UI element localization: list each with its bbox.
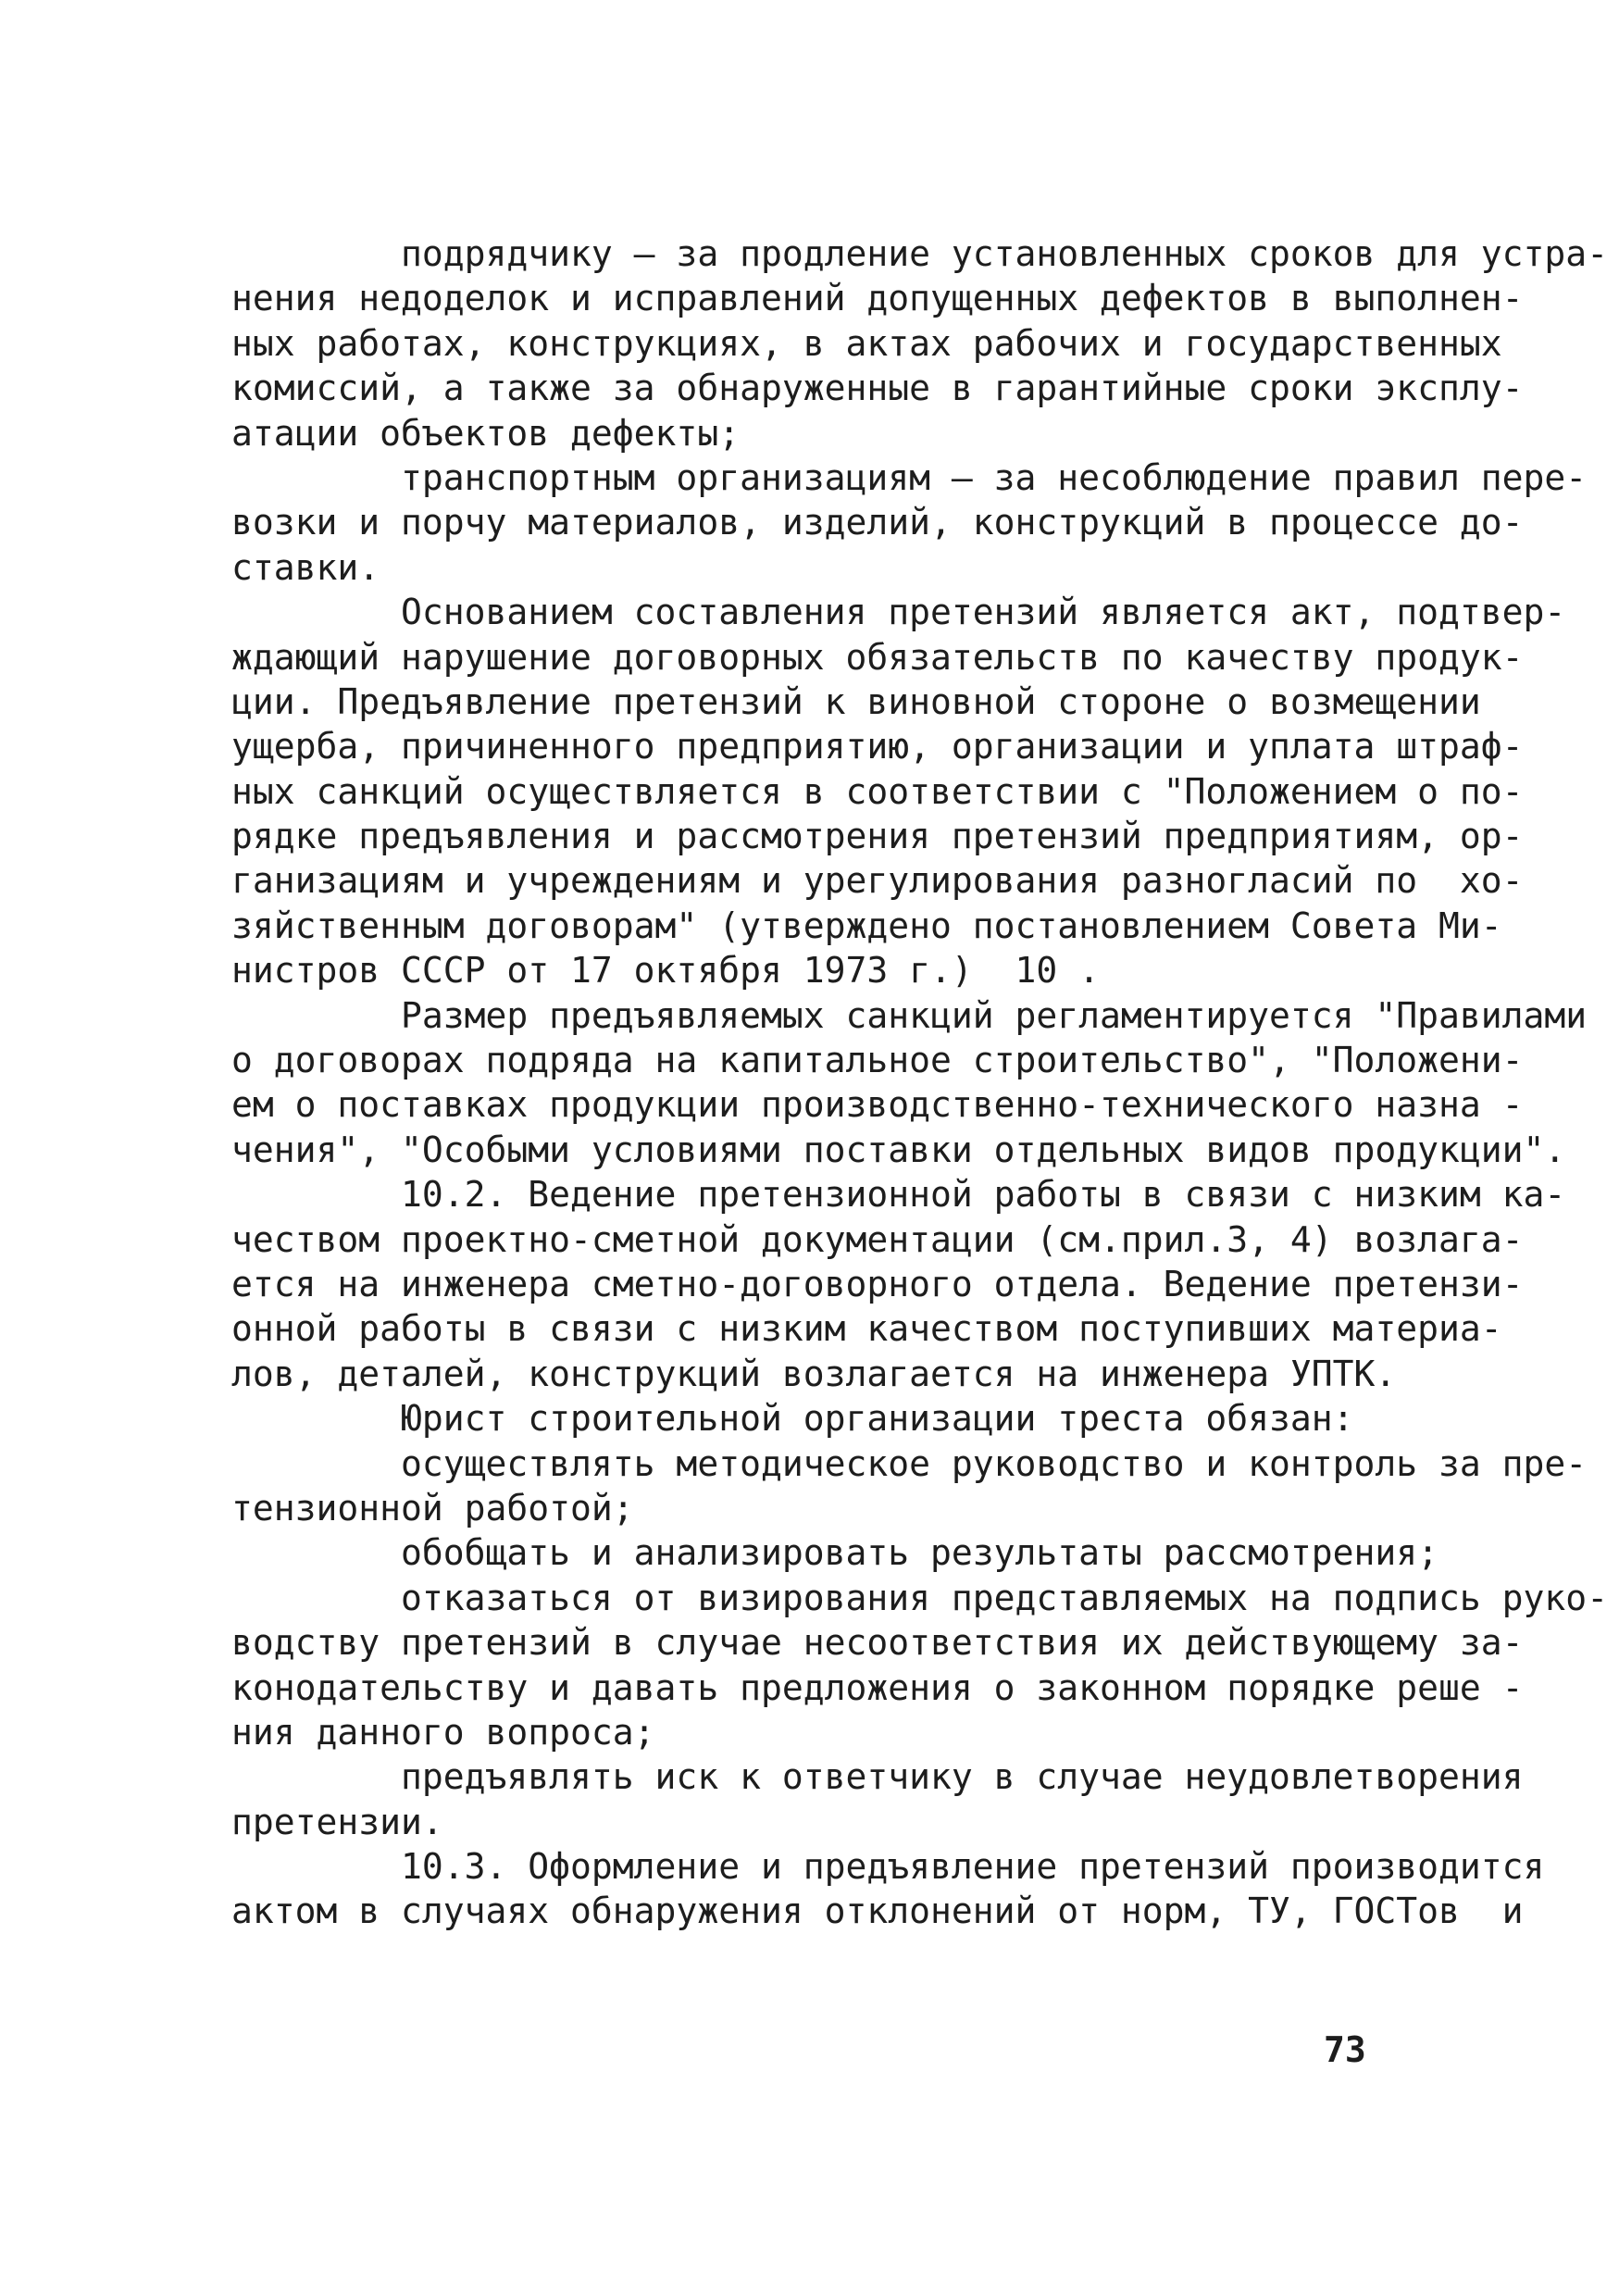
text-line: предъявлять иск к ответчику в случае неудовлетворения bbox=[231, 1756, 1524, 1798]
text-line: ждающий нарушение договорных обязательств по качеству продук- bbox=[231, 636, 1524, 678]
text-line: транспортным организациям – за несоблюдение правил пере- bbox=[231, 456, 1588, 498]
text-line: водству претензий в случае несоответствия их действующему за- bbox=[231, 1622, 1524, 1664]
text-line: ных работах, конструкциях, в актах рабочих и государственных bbox=[231, 322, 1502, 364]
text-line: 10.2. Ведение претензионной работы в связи с низким ка- bbox=[231, 1174, 1566, 1216]
text-line: онной работы в связи с низким качеством поступивших материа- bbox=[231, 1308, 1502, 1350]
text-line: осуществлять методическое руководство и контроль за пре- bbox=[231, 1442, 1588, 1484]
text-line: рядке предъявления и рассмотрения претензий предприятиям, ор- bbox=[231, 816, 1524, 857]
text-line: ущерба, причиненного предприятию, организации и уплата штраф- bbox=[231, 726, 1524, 767]
text-line: претензии. bbox=[231, 1801, 443, 1842]
text-line: ных санкций осуществляется в соответствии с "Положением о по- bbox=[231, 770, 1524, 812]
text-line: конодательству и давать предложения о законном порядке реше - bbox=[231, 1666, 1524, 1708]
text-line: о договорах подряда на капитальное строительство", "Положени- bbox=[231, 1040, 1524, 1081]
text-line: возки и порчу материалов, изделий, конструкций в процессе до- bbox=[231, 502, 1524, 543]
text-line: лов, деталей, конструкций возлагается на инженера УПТК. bbox=[231, 1353, 1397, 1394]
text-line: ции. Предъявление претензий к виновной стороне о возмещении bbox=[231, 680, 1481, 722]
text-line: чеством проектно-сметной документации (см.прил.3, 4) возлага- bbox=[231, 1218, 1524, 1260]
text-line: атации объектов дефекты; bbox=[231, 412, 741, 454]
text-line: обобщать и анализировать результаты рассмотрения; bbox=[231, 1532, 1439, 1574]
text-line: ганизациям и учреждениям и урегулирования разногласий по хо- bbox=[231, 860, 1524, 902]
text-line: тензионной работой; bbox=[231, 1487, 634, 1529]
text-line: Юрист строительной организации треста обязан: bbox=[231, 1398, 1354, 1440]
text-line: отказаться от визирования представляемых на подпись руко- bbox=[231, 1577, 1609, 1618]
text-line: 10.3. Оформление и предъявление претензий производится bbox=[231, 1846, 1545, 1888]
text-line: ем о поставках продукции производственно-технического назна - bbox=[231, 1084, 1524, 1126]
text-line: ния данного вопроса; bbox=[231, 1711, 655, 1753]
text-line: комиссий, а также за обнаруженные в гарантийные сроки эксплу- bbox=[231, 368, 1524, 409]
text-line: Основанием составления претензий является акт, подтвер- bbox=[231, 592, 1566, 633]
text-line: Размер предъявляемых санкций регламентируется "Правилами bbox=[231, 994, 1588, 1036]
text-line: зяйственным договорам" (утверждено постановлением Совета Ми- bbox=[231, 905, 1502, 946]
text-line: чения", "Особыми условиями поставки отдельных видов продукции". bbox=[231, 1129, 1566, 1170]
text-line: ется на инженера сметно-договорного отдела. Ведение претензи- bbox=[231, 1263, 1524, 1304]
text-line: подрядчику – за продление установленных сроков для устра- bbox=[231, 233, 1609, 274]
body-text bbox=[231, 231, 1609, 1934]
text-line: нистров СССР от 17 октября 1973 г.) 10 . bbox=[231, 950, 1100, 992]
text-line: ставки. bbox=[231, 546, 380, 588]
text-line: нения недоделок и исправлений допущенных дефектов в выполнен- bbox=[231, 278, 1524, 319]
text-line: актом в случаях обнаружения отклонений от норм, ТУ, ГОСТов и bbox=[231, 1890, 1524, 1932]
page-number: 73 bbox=[1324, 2029, 1366, 2070]
